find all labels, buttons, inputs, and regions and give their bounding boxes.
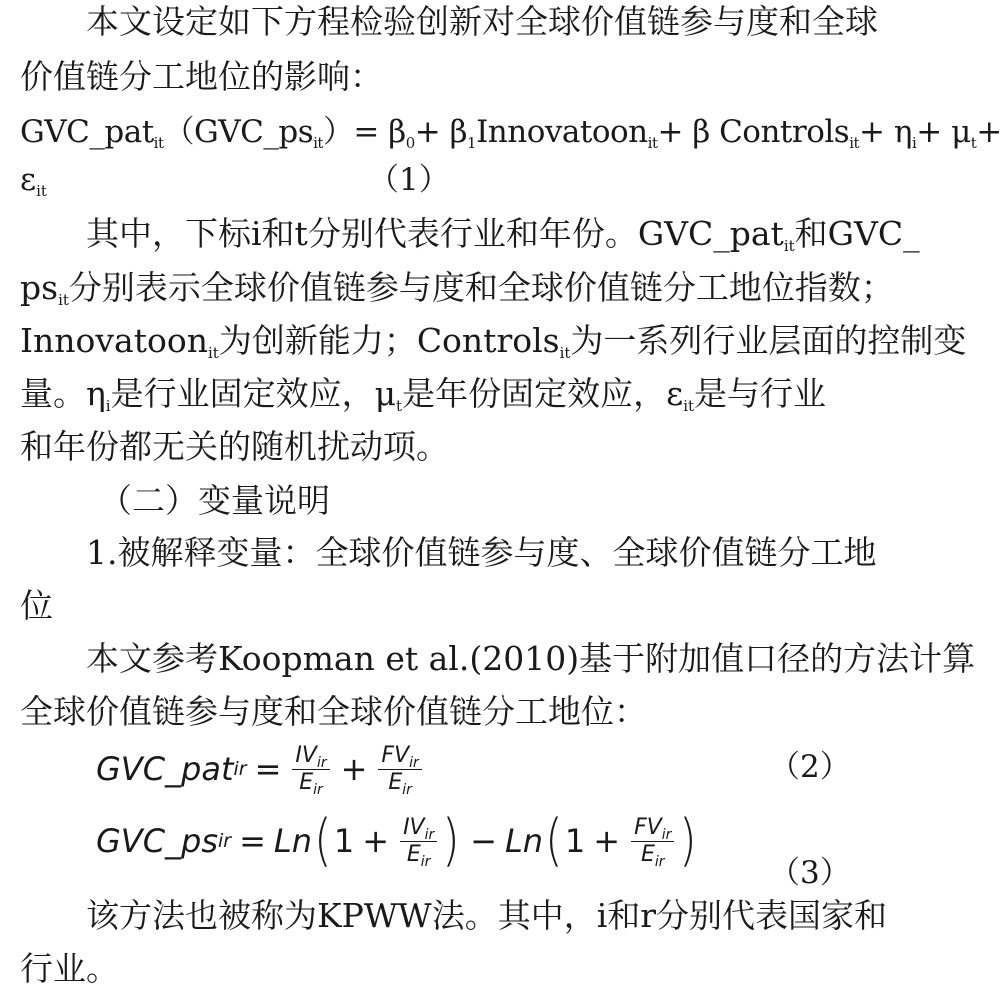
- formula-3: GVC_ps ir = Ln ( 1 + $\frac{IV_{ir}}{E_{ir}}$ ) − Ln ( 1 + $\frac{FV_{ir}}{E_{ir}}$ ): [96, 808, 698, 873]
- fraction-iv-e-2: $\frac{IV_{ir}}{E_{ir}}$: [400, 816, 437, 867]
- equation-2-number: （2）: [769, 749, 851, 785]
- subsection-heading: 1.被解释变量：全球价值链参与度、全球价值链分工地: [86, 533, 877, 572]
- text-line-8: 本文参考Koopman et al.(2010)基于附加值口径的方法计算: [86, 639, 976, 678]
- text-line-6: 量。$\eta_i$是行业固定效应，$\mu_t$是年份固定效应，$\varepsilon_{it}$是与行业: [20, 374, 827, 415]
- text-line-4: $ps_{it}$分别表示全球价值链参与度和全球价值链分工地位指数；: [20, 268, 894, 309]
- text-line-5: Innovatoon$_{it}$为创新能力；Controls$_{it}$为一系列行业层面的控制变: [20, 321, 967, 362]
- text-line-9: 全球价值链参与度和全球价值链分工地位：: [20, 692, 647, 731]
- fraction-fv-e-2: $\frac{FV_{ir}}{E_{ir}}$: [631, 816, 674, 867]
- formula-2: GVC_pat ir = $\frac{IV_{ir}}{E_{ir}}$ + $\frac{FV_{ir}}{E_{ir}}$: [96, 738, 425, 800]
- text-line-2: 价值链分工地位的影响：: [20, 57, 383, 96]
- subsection-heading-cont: 位: [20, 586, 53, 625]
- fraction-fv-e: $\frac{FV_{ir}}{E_{ir}}$: [378, 744, 421, 795]
- equation-1: $GVC\_pat_{it}(GVC\_ps_{it})= \beta_0+$ $\beta_1Innovatoon_{it}+ \beta$ Controls$_{it}$+ $\eta_i+ \mu_t+$: [20, 114, 1002, 152]
- equation-1-number: （1）: [368, 162, 450, 198]
- text-line-1: 本文设定如下方程检验创新对全球价值链参与度和全球: [86, 2, 878, 41]
- text-line-10: 该方法也被称为KPWW法。其中，i和r分别代表国家和: [86, 896, 888, 935]
- equation-3-number: （3）: [769, 855, 851, 891]
- equation-1-epsilon: $\varepsilon_{it}$: [20, 162, 47, 200]
- text-line-7: 和年份都无关的随机扰动项。: [20, 427, 449, 466]
- section-heading: （二）变量说明: [99, 481, 330, 520]
- text-line-3: 其中，下标i和t分别代表行业和年份。GVC_pat$_{it}$和GVC_: [86, 214, 920, 255]
- fraction-iv-e: $\frac{IV_{ir}}{E_{ir}}$: [292, 744, 329, 795]
- text-line-11: 行业。: [20, 949, 119, 988]
